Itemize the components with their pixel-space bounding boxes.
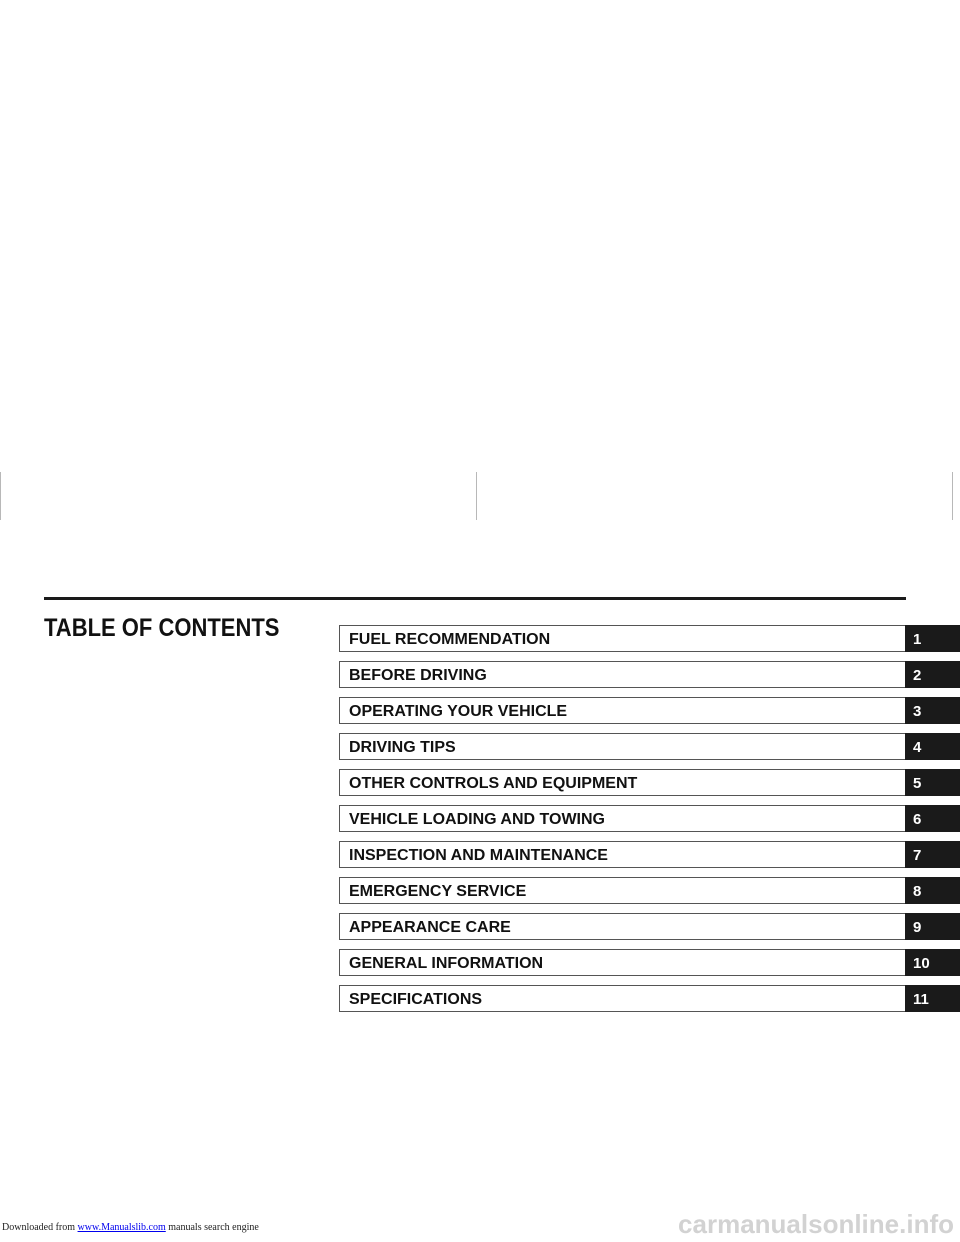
header-rule	[44, 597, 906, 600]
toc-label: APPEARANCE CARE	[349, 919, 511, 936]
section-tab[interactable]	[905, 949, 960, 976]
toc-label-box	[339, 769, 905, 796]
toc-entry-emergency-service[interactable]	[339, 877, 960, 904]
crop-mark-left	[0, 472, 1, 520]
toc-entry-vehicle-loading-and-towing[interactable]	[339, 805, 960, 832]
toc-label-box	[339, 841, 905, 868]
toc-entry-driving-tips[interactable]	[339, 733, 960, 760]
toc-label-box	[339, 877, 905, 904]
section-number: 2	[913, 667, 922, 684]
toc-entry-operating-your-vehicle[interactable]	[339, 697, 960, 724]
section-tab[interactable]	[905, 805, 960, 832]
toc-entry-appearance-care[interactable]	[339, 913, 960, 940]
toc-label-box	[339, 913, 905, 940]
section-number: 7	[913, 847, 922, 864]
section-tab[interactable]	[905, 661, 960, 688]
manualslib-link[interactable]: www.Manualslib.com	[77, 1222, 166, 1233]
toc-entry-inspection-and-maintenance[interactable]	[339, 841, 960, 868]
section-tab[interactable]	[905, 913, 960, 940]
toc-label: INSPECTION AND MAINTENANCE	[349, 847, 608, 864]
crop-mark-right	[952, 472, 953, 520]
crop-mark-center	[476, 472, 477, 520]
toc-label: OTHER CONTROLS AND EQUIPMENT	[349, 775, 638, 792]
toc-label: OPERATING YOUR VEHICLE	[349, 703, 568, 720]
toc-label: EMERGENCY SERVICE	[349, 883, 527, 900]
watermark: carmanualsonline.info	[678, 1209, 954, 1239]
toc-label-box	[339, 733, 905, 760]
toc-label: BEFORE DRIVING	[349, 667, 487, 684]
section-tab[interactable]	[905, 877, 960, 904]
toc-entry-specifications[interactable]	[339, 985, 960, 1012]
download-footer	[2, 1222, 259, 1234]
footer-prefix: Downloaded from	[2, 1222, 76, 1233]
toc-label: DRIVING TIPS	[349, 739, 456, 756]
section-tab[interactable]	[905, 769, 960, 796]
toc-label-box	[339, 949, 905, 976]
section-tab[interactable]	[905, 733, 960, 760]
section-tab[interactable]	[905, 625, 960, 652]
section-number: 4	[913, 739, 922, 756]
toc-label-box	[339, 697, 905, 724]
toc-entry-other-controls-and-equipment[interactable]	[339, 769, 960, 796]
footer-suffix: manuals search engine	[168, 1222, 259, 1233]
toc-list	[339, 625, 960, 1021]
toc-label-box	[339, 985, 905, 1012]
toc-label: SPECIFICATIONS	[349, 991, 483, 1008]
toc-label-box	[339, 805, 905, 832]
toc-entry-before-driving[interactable]	[339, 661, 960, 688]
toc-entry-general-information[interactable]	[339, 949, 960, 976]
section-tab[interactable]	[905, 985, 960, 1012]
section-tab[interactable]	[905, 841, 960, 868]
section-number: 5	[913, 775, 922, 792]
toc-label: FUEL RECOMMENDATION	[349, 631, 551, 648]
section-number: 8	[913, 883, 922, 900]
section-number: 9	[913, 919, 922, 936]
toc-label-box	[339, 625, 905, 652]
toc-label: VEHICLE LOADING AND TOWING	[349, 811, 605, 828]
toc-label-box	[339, 661, 905, 688]
section-number: 1	[913, 631, 922, 648]
toc-entry-fuel-recommendation[interactable]	[339, 625, 960, 652]
toc-label: GENERAL INFORMATION	[349, 955, 544, 972]
section-number: 11	[913, 991, 929, 1008]
section-tab[interactable]	[905, 697, 960, 724]
section-number: 3	[913, 703, 922, 720]
page-title: TABLE OF CONTENTS	[44, 614, 280, 642]
section-number: 10	[913, 955, 930, 972]
section-number: 6	[913, 811, 922, 828]
